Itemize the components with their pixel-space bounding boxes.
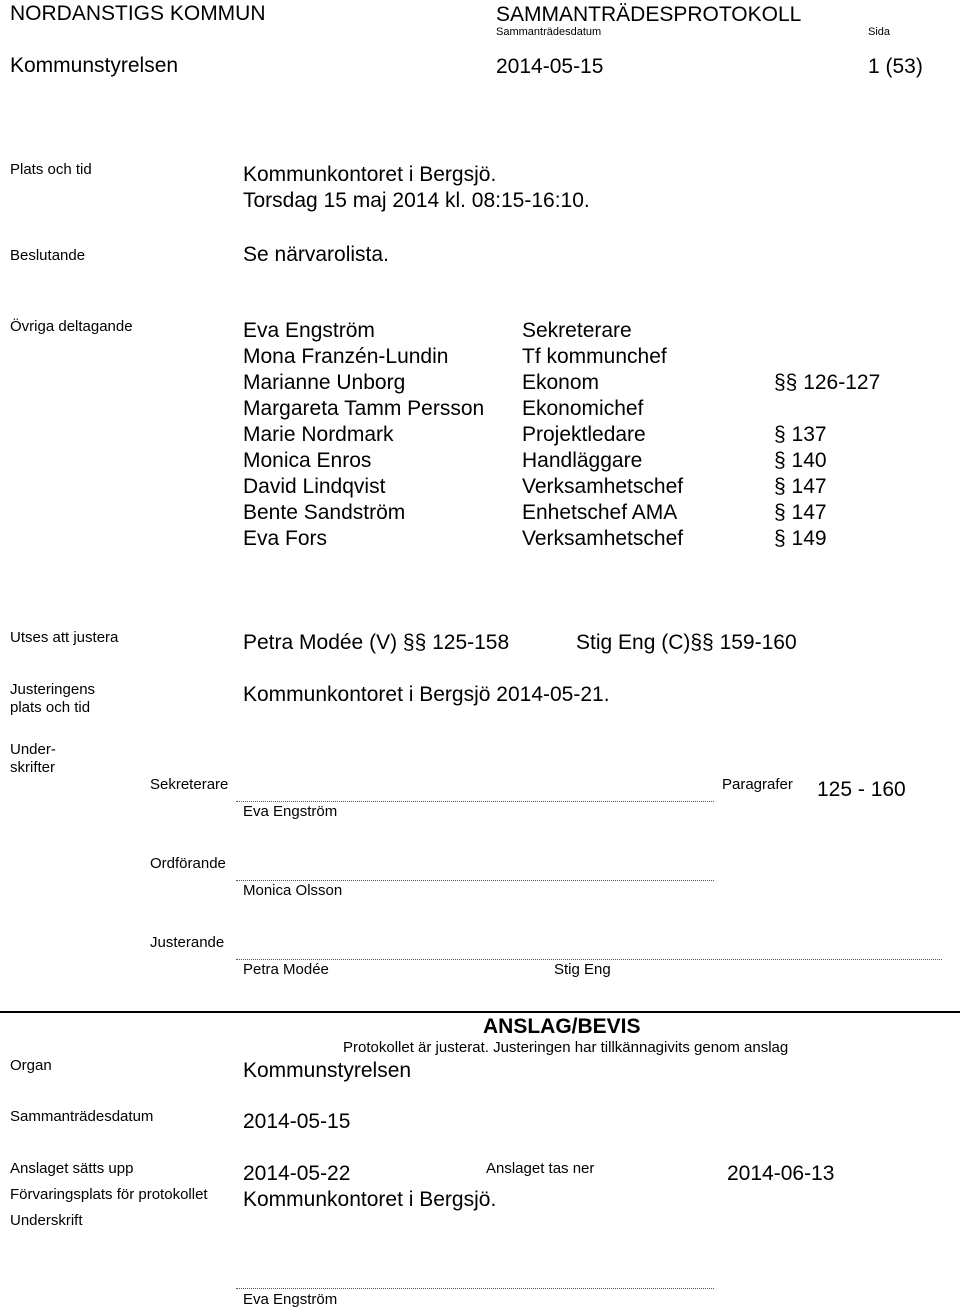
page-number: 1 (53) <box>868 55 923 78</box>
secretary-signature-line <box>236 801 714 802</box>
participant-paragraph: § 137 <box>774 423 827 446</box>
organ-label: Organ <box>10 1057 52 1074</box>
notice-meeting-date-value: 2014-05-15 <box>243 1110 351 1133</box>
participant-paragraph: § 147 <box>774 475 827 498</box>
paragraphs-value: 125 - 160 <box>817 778 906 801</box>
municipality-name: NORDANSTIGS KOMMUN <box>10 2 266 25</box>
place-line-1: Kommunkontoret i Bergsjö. <box>243 163 497 186</box>
participant-role: Ekonom <box>522 371 600 394</box>
participant-role: Enhetschef AMA <box>522 501 678 524</box>
storage-label: Förvaringsplats för protokollet <box>10 1186 208 1203</box>
notice-signature-label: Underskrift <box>10 1212 83 1229</box>
organ-value: Kommunstyrelsen <box>243 1059 412 1082</box>
deciding-label: Beslutande <box>10 247 86 264</box>
meeting-date-label: Sammanträdesdatum <box>496 26 602 38</box>
chair-label: Ordförande <box>150 855 226 872</box>
governing-body: Kommunstyrelsen <box>10 54 179 77</box>
secretary-name: Eva Engström <box>243 803 338 820</box>
place-line-2: Torsdag 15 maj 2014 kl. 08:15-16:10. <box>243 189 590 212</box>
removed-label: Anslaget tas ner <box>486 1160 595 1177</box>
notice-signature-name: Eva Engström <box>243 1291 338 1308</box>
participant-role: Ekonomichef <box>522 397 644 420</box>
posted-label: Anslaget sätts upp <box>10 1160 134 1177</box>
adjuster-signature-line <box>236 959 942 960</box>
place-time-label: Plats och tid <box>10 161 92 178</box>
participant-role: Tf kommunchef <box>522 345 667 368</box>
meeting-date: 2014-05-15 <box>496 55 604 78</box>
participant-role: Verksamhetschef <box>522 475 684 498</box>
secretary-label: Sekreterare <box>150 776 229 793</box>
adjuster-label: Justerande <box>150 934 225 951</box>
adjust-label: Utses att justera <box>10 629 119 646</box>
participant-role: Verksamhetschef <box>522 527 684 550</box>
participant-name: Margareta Tamm Persson <box>243 397 485 420</box>
participant-name: David Lindqvist <box>243 475 386 498</box>
participant-name: Eva Engström <box>243 319 375 342</box>
participant-paragraph: § 149 <box>774 527 827 550</box>
participant-paragraph: § 140 <box>774 449 827 472</box>
document-type: SAMMANTRÄDESPROTOKOLL <box>496 3 802 26</box>
deciding-value: Se närvarolista. <box>243 243 389 266</box>
participant-role: Sekreterare <box>522 319 632 342</box>
adjuster-name-2: Stig Eng <box>554 961 611 978</box>
participant-name: Marie Nordmark <box>243 423 394 446</box>
removed-value: 2014-06-13 <box>727 1162 835 1185</box>
chair-name: Monica Olsson <box>243 882 343 899</box>
adjuster-2: Stig Eng (C)§§ 159-160 <box>576 631 797 654</box>
adjust-place-label-2: plats och tid <box>10 699 91 716</box>
participant-paragraph: §§ 126-127 <box>774 371 881 394</box>
notice-meeting-date-label: Sammanträdesdatum <box>10 1108 154 1125</box>
signatures-label-2: skrifter <box>10 759 55 776</box>
adjuster-1: Petra Modée (V) §§ 125-158 <box>243 631 510 654</box>
participant-role: Projektledare <box>522 423 646 446</box>
signatures-label-1: Under- <box>10 741 56 758</box>
posted-value: 2014-05-22 <box>243 1162 351 1185</box>
participant-paragraph: § 147 <box>774 501 827 524</box>
adjuster-name-1: Petra Modée <box>243 961 329 978</box>
participant-name: Eva Fors <box>243 527 328 550</box>
paragraphs-label: Paragrafer <box>722 776 793 793</box>
other-participants-label: Övriga deltagande <box>10 318 133 335</box>
notice-divider <box>0 1011 960 1013</box>
participant-name: Monica Enros <box>243 449 372 472</box>
adjust-place-value: Kommunkontoret i Bergsjö 2014-05-21. <box>243 683 610 706</box>
participant-name: Mona Franzén-Lundin <box>243 345 449 368</box>
chair-signature-line <box>236 880 714 881</box>
participant-role: Handläggare <box>522 449 643 472</box>
participant-name: Bente Sandström <box>243 501 406 524</box>
notice-subtitle: Protokollet är justerat. Justeringen har tillkännagivits genom anslag <box>343 1039 789 1056</box>
notice-signature-line <box>236 1288 714 1289</box>
participant-name: Marianne Unborg <box>243 371 406 394</box>
storage-value: Kommunkontoret i Bergsjö. <box>243 1188 497 1211</box>
notice-title: ANSLAG/BEVIS <box>483 1015 641 1038</box>
adjust-place-label-1: Justeringens <box>10 681 96 698</box>
page-label: Sida <box>868 26 891 38</box>
